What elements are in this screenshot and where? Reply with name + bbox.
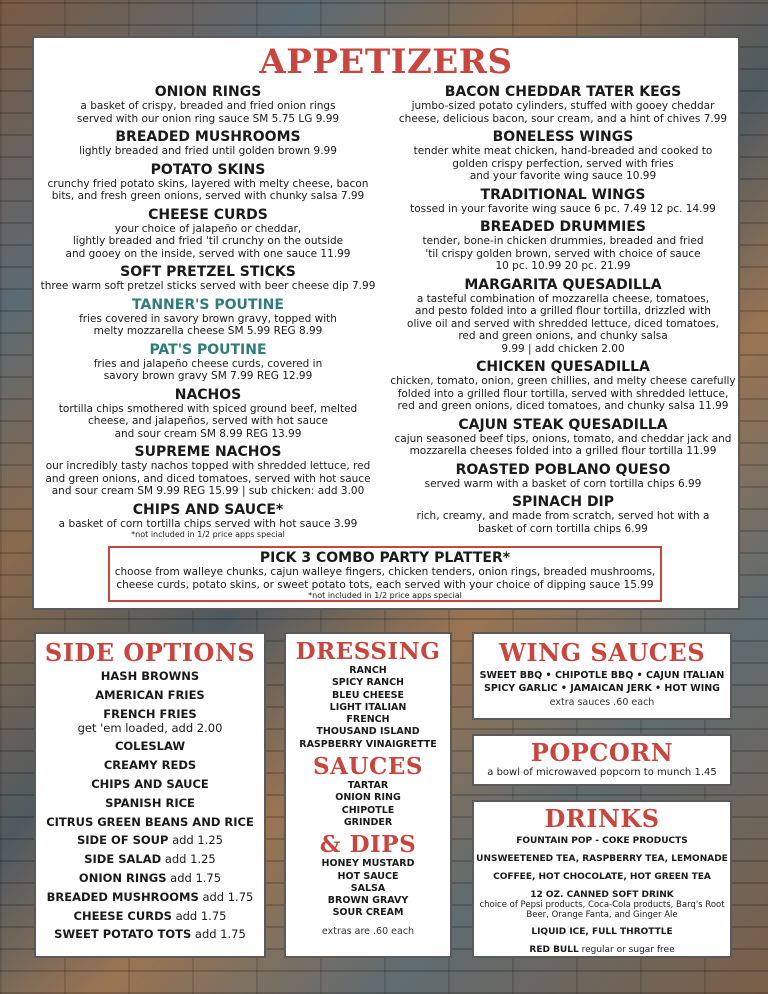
side-item — [36, 815, 264, 829]
side-price: add 1.25 — [164, 852, 216, 867]
dressing-item: THOUSAND ISLAND — [316, 726, 420, 738]
item-name: ROASTED POBLANO QUESO — [455, 461, 671, 478]
sauces-title: SAUCES — [313, 753, 423, 781]
menu-item — [388, 219, 738, 273]
item-desc-line: lightly breaded and fried 'til crunchy on the outside — [72, 235, 344, 247]
dressing-item: BLEU CHEESE — [331, 689, 405, 701]
item-desc-line: red and green onions, diced tomatoes, and chunky salsa 11.99 — [397, 400, 729, 412]
item-desc-line: bits, and fresh green onions, served with chunky salsa 7.99 — [51, 190, 365, 202]
item-desc-line: olive oil and served with shredded lettuce, diced tomatoes, — [407, 317, 719, 330]
dressing-panel — [284, 632, 452, 958]
item-desc-line: folded into a grilled flour tortilla, served with shredded lettuce, — [397, 387, 729, 400]
drink-extra: regular or sugar free — [578, 945, 675, 955]
item-desc-line: red and green onions, and chunky salsa — [458, 330, 668, 342]
menu-item — [38, 342, 378, 383]
sauce-item: GRINDER — [343, 816, 393, 828]
side-price: add 1.75 — [194, 927, 246, 942]
menu-item — [38, 264, 378, 293]
item-name: CAJUN STEAK QUESADILLA — [458, 416, 668, 433]
side-price: add 1.25 — [172, 833, 223, 848]
side-name: ONION RINGS — [78, 870, 167, 885]
side-name: SIDE OF SOUP — [76, 833, 169, 848]
item-desc-line: 9.99 | add chicken 2.00 — [501, 342, 625, 355]
side-item — [36, 927, 264, 941]
item-name: BREADED DRUMMIES — [479, 219, 647, 235]
item-desc-line: served with our onion ring sauce SM 5.75 LG 9.99 — [76, 112, 340, 125]
dip-item: SOUR CREAM — [332, 907, 404, 919]
menu-item — [38, 129, 378, 158]
side-sub: get 'em loaded, add 2.00 — [77, 720, 223, 735]
item-desc-line: cheese, delicious bacon, sour cream, and a hint of chives 7.99 — [398, 112, 728, 125]
dressing-item: RASPBERRY VINAIGRETTE — [299, 738, 437, 750]
drink-item — [474, 836, 730, 847]
menu-item — [388, 359, 738, 413]
side-name: CREAMY REDS — [103, 758, 197, 773]
menu-item — [38, 502, 378, 540]
side-name: CITRUS GREEN BEANS AND RICE — [46, 814, 254, 829]
side-item — [36, 909, 264, 923]
drink-item — [474, 854, 730, 865]
side-item — [36, 796, 264, 810]
dressing-title: DRESSING — [295, 638, 441, 665]
item-desc-line: rich, creamy, and made from scratch, served hot with a — [416, 510, 710, 522]
item-note: *not included in 1/2 price apps special — [131, 530, 285, 539]
item-name: BACON CHEDDAR TATER KEGS — [444, 84, 682, 100]
side-name: COLESLAW — [114, 739, 186, 754]
item-desc-line: your choice of jalapeño or cheddar, — [114, 222, 302, 235]
appetizers-panel — [32, 36, 740, 610]
drink-item — [474, 927, 730, 938]
drinks-list — [474, 836, 730, 956]
dip-item: HOT SAUCE — [337, 870, 399, 882]
item-desc-line: 'til crispy golden brown, served with choice of sauce — [425, 247, 701, 260]
combo-desc-line: cheese curds, potato skins, or sweet potato tots, each served with your choice of dipping sauce 15.99 — [116, 578, 654, 591]
appetizers-title: APPETIZERS — [259, 42, 513, 82]
side-name: SWEET POTATO TOTS — [54, 927, 192, 942]
menu-item — [38, 207, 378, 261]
wing-sauces-title: WING SAUCES — [498, 638, 706, 667]
side-name: CHEESE CURDS — [73, 908, 172, 923]
item-name: CHIPS AND SAUCE* — [132, 501, 284, 518]
combo-platter-box — [108, 546, 662, 602]
sauce-item: TARTAR — [347, 780, 389, 792]
menu-item — [38, 84, 378, 125]
side-price: add 1.75 — [175, 908, 227, 923]
dip-item: BROWN GRAVY — [327, 895, 409, 907]
item-desc-line: and green onions, and diced tomatoes, served with hot sauce — [45, 472, 371, 485]
item-desc-line: melty mozzarella cheese SM 5.99 REG 8.99 — [93, 325, 323, 337]
side-item — [36, 833, 264, 847]
menu-item — [38, 387, 378, 441]
item-name: NACHOS — [174, 386, 242, 403]
side-price: add 1.75 — [170, 870, 222, 885]
side-name: SPANISH RICE — [105, 795, 195, 810]
dip-item: HONEY MUSTARD — [321, 858, 415, 870]
dressing-item: RANCH — [349, 665, 387, 676]
drink-name: 12 OZ. CANNED SOFT DRINK — [530, 890, 674, 900]
item-name: CHICKEN QUESADILLA — [476, 359, 650, 375]
appetizers-left-column — [38, 84, 378, 543]
popcorn-title: POPCORN — [530, 738, 674, 767]
drink-name: FOUNTAIN POP - COKE PRODUCTS — [516, 836, 688, 846]
item-desc-line: fries covered in savory brown gravy, topped with — [79, 312, 337, 325]
drink-detail: choice of Pepsi products, Coca-Cola products, Barq's Root Beer, Orange Fanta, and Ginger Ale — [479, 900, 725, 920]
menu-item — [388, 462, 738, 491]
drink-name: RED BULL — [529, 945, 579, 955]
side-item — [36, 871, 264, 885]
item-name: SUPREME NACHOS — [134, 444, 282, 460]
side-name: FRENCH FRIES — [103, 706, 197, 721]
item-desc-line: mozzarella cheeses folded into a grilled flour tortilla 11.99 — [409, 445, 717, 457]
item-desc-line: served warm with a basket of corn tortilla chips 6.99 — [424, 477, 702, 490]
menu-item — [388, 84, 738, 125]
item-desc-line: a basket of corn tortilla chips served with hot sauce 3.99 — [58, 517, 358, 530]
side-name: AMERICAN FRIES — [95, 687, 205, 702]
dips-title: & DIPS — [319, 831, 417, 859]
item-name: TRADITIONAL WINGS — [480, 186, 646, 203]
side-item — [36, 890, 264, 904]
popcorn-desc: a bowl of microwaved popcorn to munch 1.45 — [487, 767, 717, 778]
side-item — [36, 852, 264, 866]
drink-name: LIQUID ICE, FULL THROTTLE — [531, 927, 673, 937]
item-desc-line: chicken, tomato, onion, green chillies, and melty cheese carefully — [390, 375, 736, 387]
item-desc-line: our incredibly tasty nachos topped with shredded lettuce, red — [45, 460, 371, 472]
item-desc-line: and pesto folded into a grilled flour tortilla, drizzled with — [415, 305, 711, 317]
side-item — [36, 669, 264, 683]
side-item — [36, 777, 264, 791]
item-desc-line: fries and jalapeño cheese curds, covered in — [93, 357, 323, 370]
item-desc-line: cheese, and jalapeños, served with hot sauce — [88, 415, 328, 427]
item-name: CHEESE CURDS — [148, 206, 268, 223]
menu-item — [388, 494, 738, 535]
sauce-item: CHIPOTLE — [341, 804, 395, 816]
drinks-title: DRINKS — [544, 804, 660, 833]
item-desc-line: a tasteful combination of mozzarella cheese, tomatoes, — [416, 292, 710, 305]
item-desc-line: tossed in your favorite wing sauce 6 pc. 7.49 12 pc. 14.99 — [410, 202, 716, 215]
drinks-panel — [472, 800, 732, 958]
wing-sauces-line: SPICY GARLIC • JAMAICAN JERK • HOT WING — [484, 683, 720, 694]
drink-item — [474, 872, 730, 883]
side-options-panel — [34, 632, 266, 958]
drink-item — [474, 945, 730, 956]
side-item — [36, 739, 264, 753]
menu-item — [388, 129, 738, 183]
item-desc-line: cajun seasoned beef tips, onions, tomato, and cheddar jack and — [394, 432, 732, 445]
drink-name: UNSWEETENED TEA, RASPBERRY TEA, LEMONADE — [476, 854, 728, 864]
combo-desc-line: choose from walleye chunks, cajun walleye fingers, chicken tenders, onion rings, breaded mushrooms, — [114, 566, 656, 578]
side-name: CHIPS AND SAUCE — [91, 776, 209, 791]
drink-name: COFFEE, HOT CHOCOLATE, HOT GREEN TEA — [493, 872, 711, 882]
item-desc-line: golden crispy perfection, served with fries — [452, 157, 674, 170]
side-options-list — [36, 669, 264, 941]
menu-item — [38, 297, 378, 338]
item-desc-line: crunchy fried potato skins, layered with melty cheese, bacon — [47, 177, 369, 190]
item-name: SPINACH DIP — [511, 494, 615, 510]
item-name: BREADED MUSHROOMS — [115, 129, 301, 145]
sauces-list — [286, 780, 450, 829]
dip-item: SALSA — [350, 882, 386, 894]
item-desc-line: tender white meat chicken, hand-breaded and cooked to — [413, 145, 713, 157]
item-desc-line: a basket of crispy, breaded and fried onion rings — [80, 100, 336, 112]
side-price: add 1.75 — [202, 889, 254, 904]
item-desc-line: basket of corn tortilla chips 6.99 — [478, 522, 648, 535]
dips-list — [286, 858, 450, 919]
appetizers-right-column — [388, 84, 738, 539]
dressing-item: SPICY RANCH — [331, 677, 405, 689]
item-name: MARGARITA QUESADILLA — [464, 276, 662, 293]
popcorn-panel — [472, 734, 732, 786]
item-desc-line: savory brown gravy SM 7.99 REG 12.99 — [103, 370, 313, 382]
side-item — [36, 707, 264, 735]
menu-item — [38, 444, 378, 498]
item-desc-line: tortilla chips smothered with spiced ground beef, melted — [58, 402, 358, 415]
side-name: HASH BROWNS — [100, 669, 200, 683]
item-desc-line: and sour cream SM 8.99 REG 13.99 — [114, 427, 302, 440]
side-options-title: SIDE OPTIONS — [44, 638, 256, 667]
side-name: BREADED MUSHROOMS — [46, 889, 199, 904]
menu-item — [388, 187, 738, 216]
item-desc-line: and sour cream SM 9.99 REG 15.99 | sub chicken: add 3.00 — [51, 485, 365, 497]
drink-item — [474, 890, 730, 920]
sauce-item: ONION RING — [335, 792, 401, 804]
dressing-item: FRENCH — [346, 714, 390, 726]
item-name: PAT'S POUTINE — [149, 341, 267, 358]
item-desc-line: and your favorite wing sauce 10.99 — [469, 170, 657, 182]
item-desc-line: tender, bone-in chicken drummies, breaded and fried — [422, 235, 704, 247]
wing-sauces-panel — [472, 632, 732, 720]
combo-name: PICK 3 COMBO PARTY PLATTER* — [259, 550, 511, 566]
dressing-item: LIGHT ITALIAN — [329, 701, 407, 713]
side-item — [36, 758, 264, 772]
wing-sauces-line: SWEET BBQ • CHIPOTLE BBQ • CAJUN ITALIAN — [479, 670, 725, 681]
item-name: ONION RINGS — [154, 84, 262, 100]
item-desc-line: jumbo-sized potato cylinders, stuffed with gooey cheddar — [411, 100, 715, 112]
menu-item — [388, 277, 738, 356]
combo-note: *not included in 1/2 price apps special — [308, 591, 462, 600]
item-name: POTATO SKINS — [150, 161, 266, 178]
side-item — [36, 688, 264, 702]
wing-sauces-footer: extra sauces .60 each — [549, 697, 655, 708]
item-desc-line: three warm soft pretzel sticks served with beer cheese dip 7.99 — [40, 280, 376, 292]
item-desc-line: 10 pc. 10.99 20 pc. 21.99 — [495, 260, 631, 272]
item-name: TANNER'S POUTINE — [132, 296, 284, 313]
menu-item — [38, 162, 378, 203]
dressing-footer: extras are .60 each — [321, 925, 415, 937]
dressing-list — [286, 665, 450, 751]
menu-item — [388, 417, 738, 458]
item-name: BONELESS WINGS — [492, 129, 634, 145]
item-name: SOFT PRETZEL STICKS — [120, 264, 296, 280]
item-desc-line: and gooey on the inside, served with one sauce 11.99 — [65, 247, 351, 260]
side-name: SIDE SALAD — [84, 852, 162, 867]
item-desc-line: lightly breaded and fried until golden brown 9.99 — [79, 145, 337, 157]
